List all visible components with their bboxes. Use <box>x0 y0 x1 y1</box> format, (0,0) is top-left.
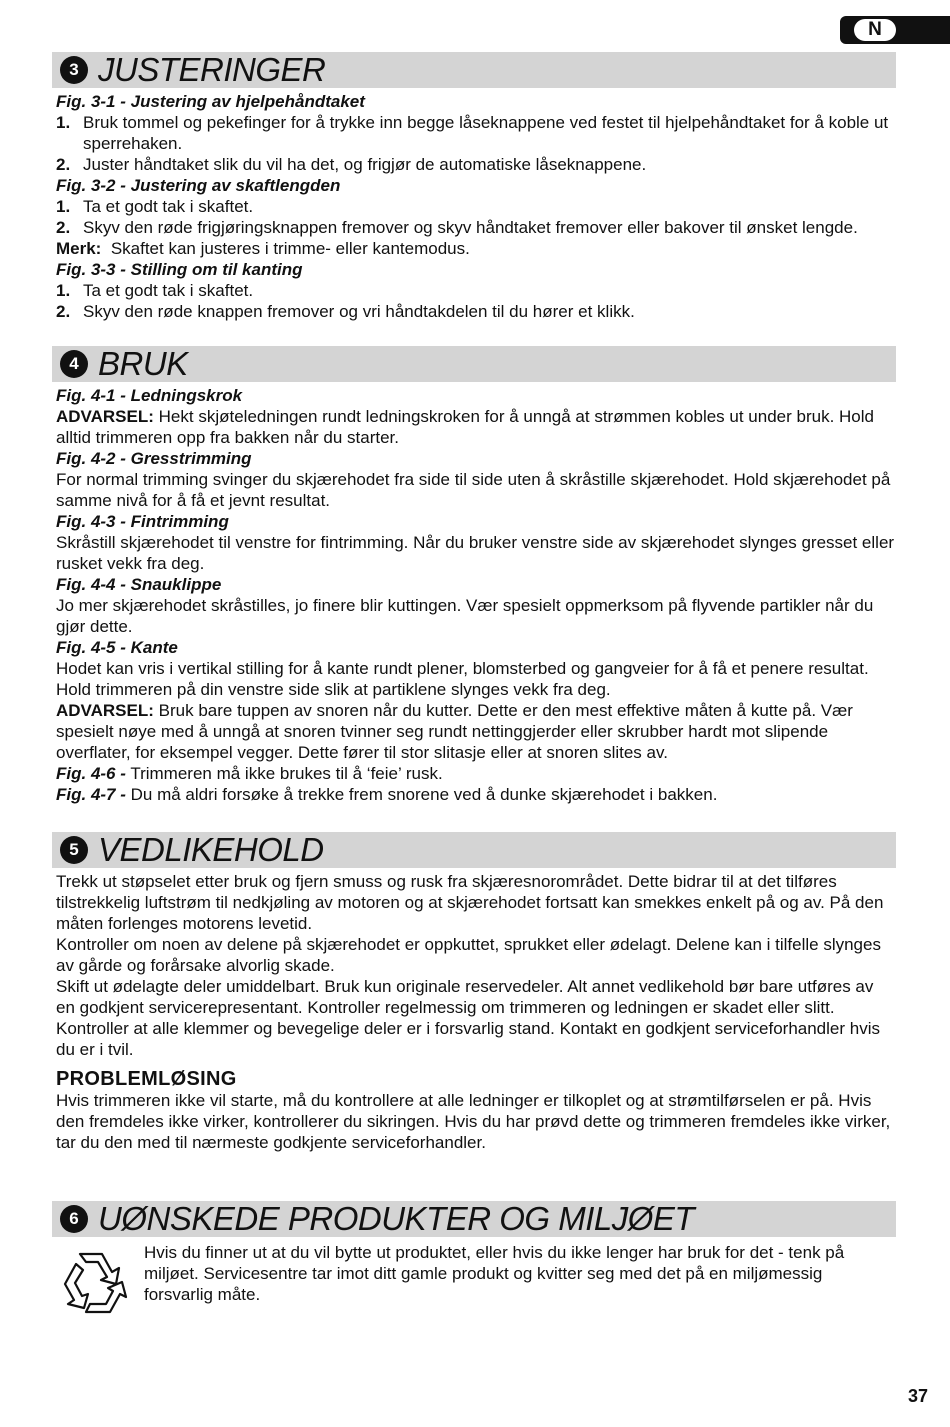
warning-text: Hekt skjøteledningen rundt ledningskroken for å unngå at strømmen kobles ut under bruk. Hold alltid trimmeren opp fra bakken når du starter. <box>56 407 874 447</box>
paragraph: Hvis trimmeren ikke vil starte, må du kontrollere at alle ledninger er tilkoplet og at strømtilførselen er på. Hvis den fremdeles ikke virker, kontrollerer du sikringen. Hvis du har prøvd dette og trimmeren fremdeles ikke virker, tar du den med til nærmeste godkjente serviceforhandler. <box>56 1091 891 1152</box>
list-text: Skyv den røde frigjøringsknappen fremover og skyv håndtaket fremover eller bakover til ønsket lengde. <box>83 218 858 237</box>
paragraph: Jo mer skjærehodet skråstilles, jo finere blir kuttingen. Vær spesielt oppmerksom på flyvende partikler når du gjør dette. <box>56 596 874 636</box>
figure-caption: Fig. 4-6 - <box>56 764 126 783</box>
list-item <box>56 217 896 238</box>
section-number-badge: 6 <box>60 1205 88 1233</box>
section-title: JUSTERINGER <box>98 51 326 88</box>
figure-note <box>56 784 896 805</box>
paragraph: For normal trimming svinger du skjærehodet fra side til side uten å skråstille skjærehodet. Hold skjærehodet på samme nivå for å få et jevnt resultat. <box>56 470 891 510</box>
page-number: 37 <box>907 1386 928 1406</box>
figure-caption: Fig. 4-1 - Ledningskrok <box>56 386 243 405</box>
warning-paragraph <box>56 700 896 763</box>
warning-label: ADVARSEL: <box>56 701 154 720</box>
list-item <box>56 196 896 217</box>
warning-label: ADVARSEL: <box>56 407 154 426</box>
list-text: Ta et godt tak i skaftet. <box>83 281 254 300</box>
section-title: BRUK <box>98 345 188 382</box>
list-text: Juster håndtaket slik du vil ha det, og frigjør de automatiske låseknappene. <box>83 155 647 174</box>
figure-caption: Fig. 3-3 - Stilling om til kanting <box>56 260 303 279</box>
warning-text: Bruk bare tuppen av snoren når du kutter. Dette er den mest effektive måten å kutte på. Vær spesielt nøye med å unngå at snoren tvinner seg rundt nettinggjerder eller skrubber hardt mot slipende overflater, for eksempel vegger. Dette fører til stor slitasje eller at snoren slites av. <box>56 701 853 762</box>
section-header-bruk <box>52 346 896 382</box>
note-label: Merk: <box>56 239 102 258</box>
list-number: 2. <box>56 302 71 321</box>
subsection-title: PROBLEMLØSING <box>56 1068 237 1090</box>
section-number-badge: 3 <box>60 56 88 84</box>
note-paragraph <box>56 238 896 259</box>
list-text: Bruk tommel og pekefinger for å trykke inn begge låseknappene ved festet til hjelpehåndtaket for å koble ut sperrehaken. <box>83 113 889 153</box>
figure-caption: Fig. 4-4 - Snauklippe <box>56 575 222 594</box>
warning-paragraph <box>56 406 896 448</box>
section-title: UØNSKEDE PRODUKTER OG MILJØET <box>98 1200 695 1237</box>
section-header-vedlikehold <box>52 832 896 868</box>
list-item <box>56 112 896 154</box>
list-item <box>56 154 896 175</box>
environment-text: Hvis du finner ut at du vil bytte ut produktet, eller hvis du ikke lenger har bruk for det - tenk på miljøet. Servicesentre tar imot ditt gamle produkt og kvitter seg med det på en miljømessig forsvarlig måte. <box>144 1243 845 1304</box>
section-body-bruk <box>56 382 896 805</box>
language-tab <box>840 16 950 44</box>
list-number: 1. <box>56 197 71 216</box>
paragraph: Hodet kan vris i vertikal stilling for å kante rundt plener, blomsterbed og gangveier for å få et penere resultat. Hold trimmeren på din venstre side slik at partiklene slynges vekk fra deg. <box>56 659 869 699</box>
list-number: 1. <box>56 113 71 132</box>
figure-note-text: Du må aldri forsøke å trekke frem snorene ved å dunke skjærehodet i bakken. <box>130 785 718 804</box>
figure-note <box>56 763 896 784</box>
section-body-vedlikehold <box>56 868 896 1153</box>
list-text: Skyv den røde knappen fremover og vri håndtakdelen til du hører et klikk. <box>83 302 635 321</box>
page-content <box>56 52 896 1322</box>
list-number: 2. <box>56 155 71 174</box>
list-item <box>56 280 896 301</box>
figure-caption: Fig. 4-3 - Fintrimming <box>56 512 229 531</box>
environment-row <box>56 1242 896 1322</box>
list-number: 2. <box>56 218 71 237</box>
section-number-badge: 5 <box>60 836 88 864</box>
paragraph: Trekk ut støpselet etter bruk og fjern smuss og rusk fra skjæresnorområdet. Dette bidrar til at det tilføres tilstrekkelig luftstrøm til nedkjøling av motoren og at skjærehodet fortsatt kan smekkes enkelt på og av. På den måten forlenges motorens levetid. <box>56 872 884 933</box>
section-body-justeringer <box>56 88 896 322</box>
figure-caption: Fig. 4-7 - <box>56 785 126 804</box>
list-item <box>56 301 896 322</box>
paragraph: Skråstill skjærehodet til venstre for fintrimming. Når du bruker venstre side av skjærehodet slynges gresset eller rusket vekk fra deg. <box>56 533 895 573</box>
section-number-badge: 4 <box>60 350 88 378</box>
list-text: Ta et godt tak i skaftet. <box>83 197 254 216</box>
section-header-environment <box>52 1201 896 1237</box>
note-text: Skaftet kan justeres i trimme- eller kantemodus. <box>110 239 470 258</box>
figure-caption: Fig. 4-2 - Gresstrimming <box>56 449 252 468</box>
list-number: 1. <box>56 281 71 300</box>
recycle-icon <box>56 1246 134 1322</box>
paragraph: Skift ut ødelagte deler umiddelbart. Bruk kun originale reservedeler. Alt annet vedlikehold bør bare utføres av en godkjent servicerepresentant. Kontroller regelmessig om trimmeren og ledningen er skadet eller slitt. Kontroller at alle klemmer og bevegelige deler er i forsvarlig stand. Kontakt en godkjent serviceforhandler hvis du er i tvil. <box>56 977 880 1059</box>
figure-note-text: Trimmeren må ikke brukes til å ‘feie’ rusk. <box>130 764 443 783</box>
section-header-justeringer <box>52 52 896 88</box>
figure-caption: Fig. 4-5 - Kante <box>56 638 178 657</box>
paragraph: Kontroller om noen av delene på skjærehodet er oppkuttet, sprukket eller ødelagt. Delene kan i tilfelle slynges av gårde og forårsake alvorlig skade. <box>56 935 881 975</box>
section-title: VEDLIKEHOLD <box>98 831 324 868</box>
figure-caption: Fig. 3-1 - Justering av hjelpehåndtaket <box>56 92 365 111</box>
language-code: N <box>854 19 896 41</box>
figure-caption: Fig. 3-2 - Justering av skaftlengden <box>56 176 341 195</box>
